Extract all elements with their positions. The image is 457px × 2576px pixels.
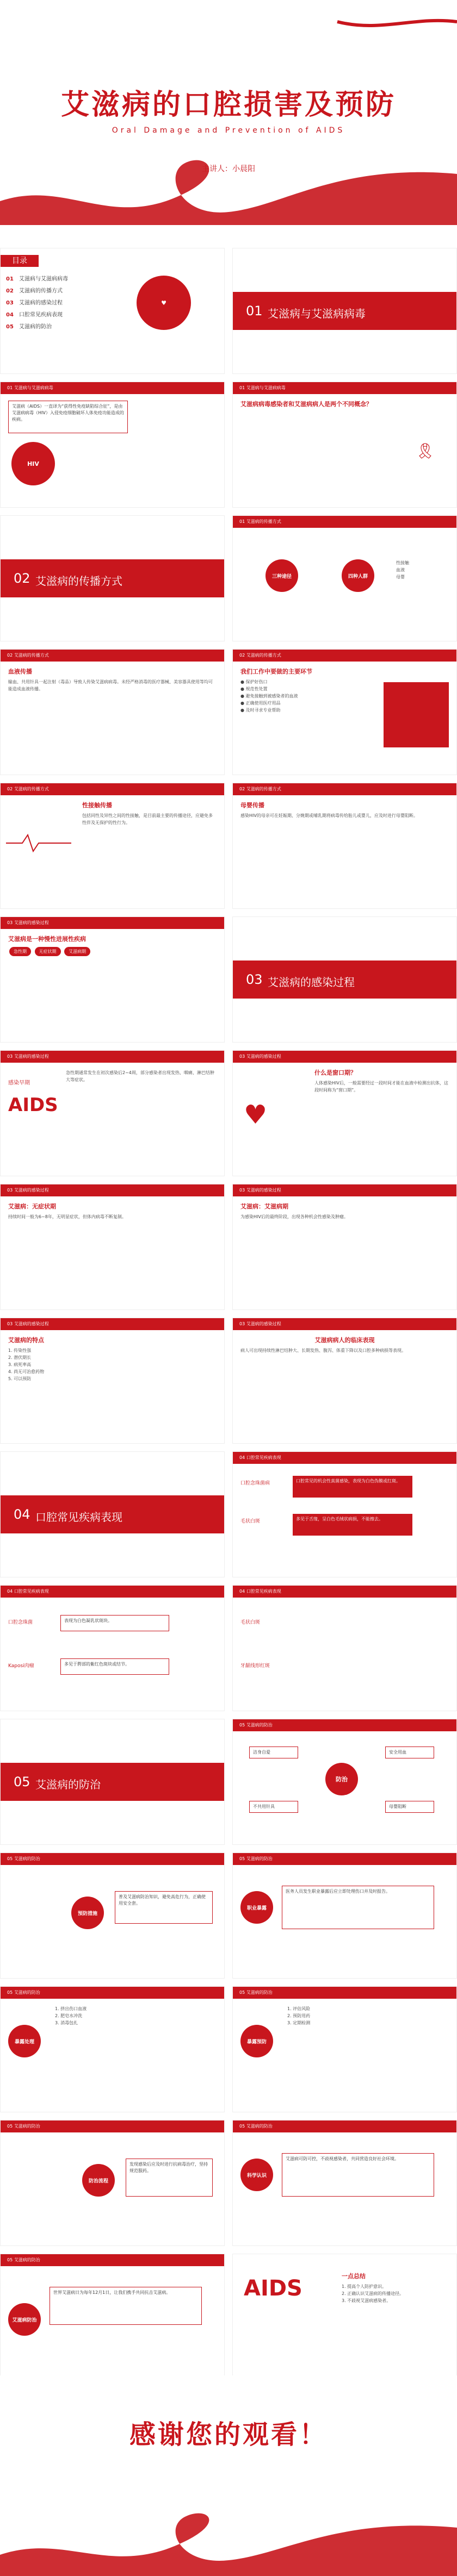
section-04-slide — [0, 1451, 225, 1577]
oral-label: 毛状白斑 — [240, 1519, 261, 1524]
oral-label: 毛状白斑 — [240, 1620, 261, 1625]
virus-icon: HIV — [11, 442, 55, 485]
treat2-slide — [232, 1853, 457, 1979]
window-text: 人体感染HIV后，一般需要经过一段时间才能在血液中检测出抗体，这段时间称为“窗口期”。 — [314, 1081, 448, 1093]
oral-desc: 多见于腭部的紫红色斑块或结节。 — [60, 1658, 169, 1675]
oral-desc: 表现为白色凝乳状斑块。 — [60, 1615, 169, 1631]
slide-header: 05 艾滋病的防治 — [1, 1853, 224, 1865]
treat-item: 3. 消毒包扎 — [55, 2020, 78, 2025]
mother-text: 感染HIV的母亲可在妊娠期、分娩期或哺乳期将病毒传给胎儿或婴儿，应及时进行母婴阻断。 — [240, 813, 418, 818]
section-band: 01 艾滋病与艾滋病病毒 — [233, 292, 456, 330]
section-band: 02 艾滋病的传播方式 — [1, 559, 224, 597]
hiv-question-slide — [232, 382, 457, 508]
toc-list — [6, 273, 68, 333]
oral-label: 口腔念珠菌病 — [240, 1481, 270, 1486]
work-item: ● 规范性处置 — [240, 687, 268, 691]
heartbeat-icon — [6, 832, 71, 854]
aids-logo: AIDS — [244, 2276, 302, 2301]
section-03-slide — [232, 916, 457, 1043]
acute-text: 急性期通常发生在初次感染后2~4周，部分感染者出现发热、咽痛、淋巴结肿大等症状。 — [66, 1070, 214, 1082]
process-slide — [0, 916, 225, 1043]
oral2-left-slide — [0, 1585, 225, 1711]
acute-slide — [0, 1050, 225, 1176]
toc-slide — [0, 248, 225, 374]
slide-header: 05 艾滋病的防治 — [1, 1987, 224, 1999]
toc-item[interactable]: 05 艾滋病的防治 — [6, 324, 52, 330]
treat-circle: 防治流程 — [82, 2164, 115, 2197]
slide-header: 02 艾滋病的传播方式 — [1, 650, 224, 662]
section-01-slide — [232, 248, 457, 374]
route-item: 性接触 — [396, 560, 409, 565]
acute-label: 感染早期 — [8, 1080, 30, 1086]
ribbon-icon: 🎗 — [415, 442, 435, 460]
section-band: 03 艾滋病的感染过程 — [233, 960, 456, 999]
slide-grid — [0, 248, 457, 2380]
oral1-slide — [232, 1451, 457, 1577]
treat-item: 1. 挤出伤口血液 — [55, 2006, 87, 2011]
routes-circle: 三种途径 — [265, 559, 298, 592]
treat-item: 2. 肥皂水冲洗 — [55, 2013, 83, 2018]
oral-label: Kaposi肉瘤 — [8, 1663, 34, 1669]
last-slide — [0, 2254, 225, 2380]
heart-hands-icon: ♥ — [137, 276, 191, 330]
hiv-intro-slide — [0, 382, 225, 508]
blood-title: 血液传播 — [8, 668, 32, 675]
toc-item[interactable]: 02 艾滋病的传播方式 — [6, 288, 63, 294]
treat-item: 3. 定期检测 — [287, 2020, 311, 2025]
summary-slide — [232, 2254, 457, 2380]
features-slide — [0, 1318, 225, 1444]
clinical-text: 病人可出现持续性淋巴结肿大、长期发热、腹泻、体重下降以及口腔多种病损等表现。 — [240, 1348, 406, 1353]
treat3-slide — [0, 1986, 225, 2112]
prevention-item: 洁身自爱 — [249, 1747, 298, 1758]
toc-item[interactable]: 03 艾滋病的感染过程 — [6, 300, 63, 306]
sexual-title: 性接触传播 — [82, 802, 112, 809]
stage2-title: 艾滋病：无症状期 — [8, 1203, 56, 1210]
window-title: 什么是窗口期？ — [314, 1069, 356, 1076]
thanks-title: 感谢您的观看！ — [129, 2419, 328, 2450]
thanks-slide — [0, 2375, 457, 2576]
clinical-slide — [232, 1318, 457, 1444]
aids-logo: AIDS — [8, 1094, 58, 1116]
slide-header: 03 艾滋病的感染过程 — [1, 1318, 224, 1330]
stage3-slide — [232, 1184, 457, 1310]
work-item: ● 保护好伤口 — [240, 679, 268, 684]
treat4-slide — [232, 1986, 457, 2112]
oral-desc: 口腔常见的机会性真菌感染，表现为白色伪膜或红斑。 — [293, 1476, 412, 1498]
feature-item: 4. 尚无可治愈药物 — [8, 1369, 45, 1374]
prevention-item: 母婴阻断 — [385, 1801, 434, 1813]
slide-header: 03 艾滋病的感染过程 — [233, 1318, 456, 1330]
slide-header: 05 艾滋病的防治 — [233, 2120, 456, 2132]
summary-title: 一点总结 — [342, 2273, 366, 2280]
heart-icon: ♥ — [244, 1100, 268, 1130]
treat-circle: 暴露预防 — [240, 2025, 273, 2057]
treat-text: 医务人员发生职业暴露后应立即处理伤口并及时报告。 — [282, 1886, 434, 1929]
work-item: ● 正确使用医疗用品 — [240, 701, 281, 706]
stage3-text: 为感染HIV后的最终阶段，出现各种机会性感染及肿瘤。 — [240, 1214, 348, 1219]
slide-header: 03 艾滋病的感染过程 — [1, 917, 224, 929]
slide-header: 05 艾滋病的防治 — [1, 2120, 224, 2132]
work-item: ● 避免接触到被感染者的血液 — [240, 694, 298, 698]
slide-header: 02 艾滋病的传播方式 — [233, 783, 456, 795]
oral-desc: 多见于舌缘，呈白色毛绒状病损，不能擦去。 — [293, 1514, 412, 1536]
cover-slide — [0, 0, 457, 225]
work-slide — [232, 649, 457, 775]
slide-header: 03 艾滋病的感染过程 — [1, 1184, 224, 1196]
clinical-title: 艾滋病病人的临床表现 — [314, 1337, 375, 1344]
prevention-circle: 防治 — [325, 1763, 358, 1795]
route-item: 血液 — [396, 567, 405, 572]
oral-label: 口腔念珠菌 — [8, 1620, 33, 1625]
section-band: 04 口腔常见疾病表现 — [1, 1495, 224, 1533]
treat1-slide — [0, 1853, 225, 1979]
treat5-slide — [0, 2120, 225, 2246]
stage2-text: 持续时间一般为6~8年，无明显症状，但体内病毒不断复制。 — [8, 1214, 126, 1219]
work-photo — [384, 682, 449, 747]
sexual-slide — [0, 783, 225, 909]
stage2-slide — [0, 1184, 225, 1310]
treat-circle: 艾滋病防治 — [8, 2303, 41, 2336]
blood-slide — [0, 649, 225, 775]
treat-circle: 预防措施 — [71, 1897, 104, 1929]
summary-item: 3. 不歧视艾滋病感染者。 — [342, 2298, 391, 2303]
treat-text: 发现感染后应及时进行抗病毒治疗，坚持规范服药。 — [126, 2159, 213, 2197]
slide-header: 05 艾滋病的防治 — [1, 2254, 224, 2266]
slide-header: 04 口腔常见疾病表现 — [233, 1452, 456, 1464]
slide-header: 04 口腔常见疾病表现 — [1, 1586, 224, 1598]
ribbon-decoration — [0, 2473, 457, 2576]
prevention-item: 不共用针具 — [249, 1801, 298, 1813]
features-title: 艾滋病的特点 — [8, 1337, 44, 1344]
section-05-slide — [0, 1719, 225, 1845]
slide-header: 01 艾滋病与艾滋病病毒 — [233, 382, 456, 394]
sexual-text: 包括同性及异性之间的性接触，是目前最主要的传播途径，应避免多性伴及无保护的性行为。 — [82, 813, 213, 825]
work-title: 我们工作中要做的主要环节 — [240, 668, 312, 675]
section-02-slide — [0, 515, 225, 641]
feature-item: 5. 可以预防 — [8, 1376, 32, 1381]
slide-header: 02 艾滋病的传播方式 — [233, 650, 456, 662]
slide-header: 03 艾滋病的感染过程 — [1, 1051, 224, 1063]
section-band: 05 艾滋病的防治 — [1, 1763, 224, 1801]
process-step: 无症状期 — [35, 947, 61, 956]
summary-item: 1. 提高个人防护意识。 — [342, 2284, 387, 2289]
intro-box: 艾滋病（AIDS）一直译为“获得性免疫缺陷综合征”，是由艾滋病病毒（HIV）入侵免疫细胞破坏人体免疫功能造成的疾病。 — [8, 401, 128, 433]
slide-header: 03 艾滋病的感染过程 — [233, 1184, 456, 1196]
treat-circle: 暴露处理 — [8, 2025, 41, 2057]
slide-header: 04 口腔常见疾病表现 — [233, 1586, 456, 1598]
toc-item[interactable]: 01 艾滋病与艾滋病病毒 — [6, 276, 68, 282]
treat-text: 普及艾滋病防治知识，避免高危行为，正确使用安全套。 — [115, 1891, 213, 1924]
route-item: 母婴 — [396, 575, 405, 579]
treat-circle: 职业暴露 — [240, 1891, 273, 1924]
slide-header: 05 艾滋病的防治 — [233, 1853, 456, 1865]
toc-item[interactable]: 04 口腔常见疾病表现 — [6, 312, 63, 318]
slide-header: 01 艾滋病的传播方式 — [233, 516, 456, 528]
summary-item: 2. 正确认识艾滋病的传播途径。 — [342, 2291, 404, 2296]
treat-text: 世界艾滋病日为每年12月1日，让我们携手共同抗击艾滋病。 — [50, 2287, 202, 2325]
treat-circle: 科学认识 — [240, 2159, 273, 2191]
slide-header: 01 艾滋病与艾滋病病毒 — [1, 382, 224, 394]
slide-header: 02 艾滋病的传播方式 — [1, 783, 224, 795]
treat-item: 2. 预防用药 — [287, 2013, 311, 2018]
mother-title: 母婴传播 — [240, 802, 264, 809]
feature-item: 1. 传染性强 — [8, 1348, 32, 1353]
mother-slide — [232, 783, 457, 909]
routes-slide — [232, 515, 457, 641]
oral-label: 牙龈线形红斑 — [240, 1663, 270, 1669]
slide-header: 03 艾滋病的感染过程 — [233, 1051, 456, 1063]
feature-item: 3. 病死率高 — [8, 1362, 32, 1367]
slide-header: 05 艾滋病的防治 — [233, 1987, 456, 1999]
process-title: 艾滋病是一种慢性进展性疾病 — [8, 935, 86, 943]
treat-item: 1. 评估风险 — [287, 2006, 311, 2011]
oral2-right-slide — [232, 1585, 457, 1711]
work-item: ● 及时寻求专业帮助 — [240, 708, 281, 713]
slide-header: 05 艾滋病的防治 — [233, 1719, 456, 1731]
blood-text: 输血、共用针具一起注射（毒品）导致人传染艾滋病病毒。未经严格消毒的医疗器械、美容器具使用等均可能造成血液传播。 — [8, 679, 213, 691]
stage3-title: 艾滋病：艾滋病期 — [240, 1203, 288, 1210]
process-step: 艾滋病期 — [64, 947, 90, 956]
question-title: 艾滋病病毒感染者和艾滋病病人是两个不同概念？ — [240, 401, 372, 408]
toc-label: 目录 — [1, 255, 39, 267]
cover-speaker: 主讲人：小晨阳 — [202, 165, 255, 173]
groups-circle: 四种人群 — [342, 559, 374, 592]
cover-title: 艾滋病的口腔损害及预防 — [60, 89, 396, 121]
cover-subtitle: Oral Damage and Prevention of AIDS — [112, 126, 345, 135]
treat6-slide — [232, 2120, 457, 2246]
window-slide — [232, 1050, 457, 1176]
prevention-item: 安全用血 — [385, 1747, 434, 1758]
feature-item: 2. 潜伏期长 — [8, 1355, 32, 1360]
prevention-slide — [232, 1719, 457, 1845]
treat-text: 艾滋病可防可控，不歧视感染者，共同营造良好社会环境。 — [282, 2153, 434, 2197]
process-step: 急性期 — [9, 947, 31, 956]
